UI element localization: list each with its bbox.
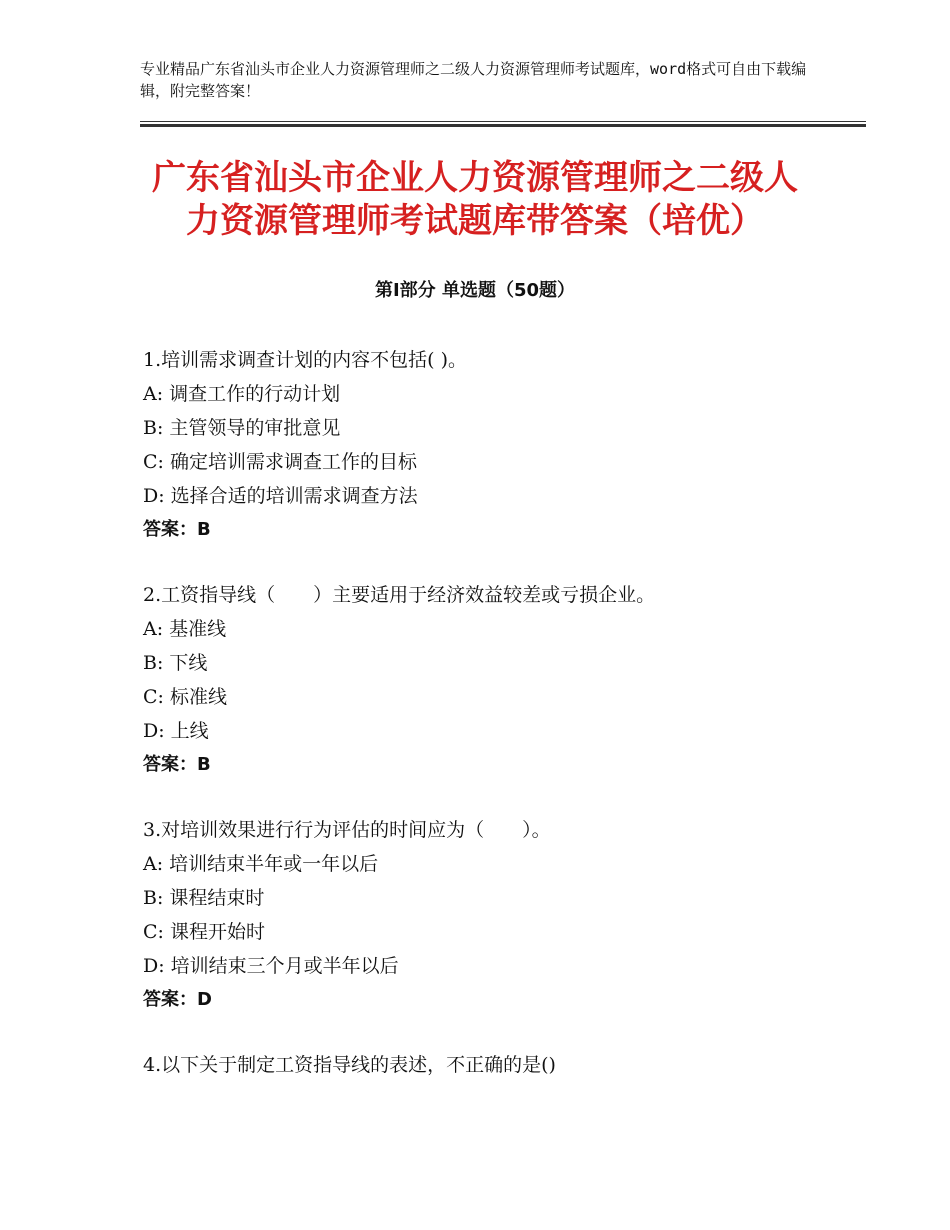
option-d: D: 选择合适的培训需求调查方法 bbox=[143, 485, 418, 507]
title-line-1: 广东省汕头市企业人力资源管理师之二级人 bbox=[152, 158, 798, 198]
option-a: A: 培训结束半年或一年以后 bbox=[143, 853, 379, 875]
option-c: C: 课程开始时 bbox=[143, 921, 265, 943]
title-line-2: 力资源管理师考试题库带答案（培优） bbox=[186, 201, 764, 241]
question-stem: 2.工资指导线（ ）主要适用于经济效益较差或亏损企业。 bbox=[143, 584, 656, 606]
question-list bbox=[143, 343, 863, 1113]
question-1 bbox=[143, 343, 863, 547]
option-c: C: 标准线 bbox=[143, 686, 227, 708]
question-stem: 1.培训需求调查计划的内容不包括( )。 bbox=[143, 349, 467, 371]
question-3 bbox=[143, 813, 863, 1017]
answer: 答案：B bbox=[143, 754, 211, 775]
question-stem: 4.以下关于制定工资指导线的表述，不正确的是() bbox=[143, 1054, 556, 1076]
option-b: B: 下线 bbox=[143, 652, 208, 674]
document-title bbox=[100, 157, 850, 243]
answer: 答案：D bbox=[143, 989, 212, 1010]
option-a: A: 调查工作的行动计划 bbox=[143, 383, 341, 405]
header-note: 专业精品广东省汕头市企业人力资源管理师之二级人力资源管理师考试题库，word格式可自由下载编辑，附完整答案！ bbox=[140, 60, 807, 100]
question-stem: 3.对培训效果进行行为评估的时间应为（ ）。 bbox=[143, 819, 551, 841]
option-b: B: 课程结束时 bbox=[143, 887, 265, 909]
option-d: D: 上线 bbox=[143, 720, 209, 742]
option-c: C: 确定培训需求调查工作的目标 bbox=[143, 451, 417, 473]
header-divider-thick bbox=[140, 124, 866, 127]
section-title: 第Ⅰ部分 单选题（50题） bbox=[374, 280, 575, 301]
answer: 答案：B bbox=[143, 519, 211, 540]
question-2 bbox=[143, 578, 863, 782]
option-a: A: 基准线 bbox=[143, 618, 227, 640]
option-d: D: 培训结束三个月或半年以后 bbox=[143, 955, 399, 977]
header-divider-thin bbox=[140, 121, 866, 122]
question-4 bbox=[143, 1048, 863, 1082]
option-b: B: 主管领导的审批意见 bbox=[143, 417, 341, 439]
